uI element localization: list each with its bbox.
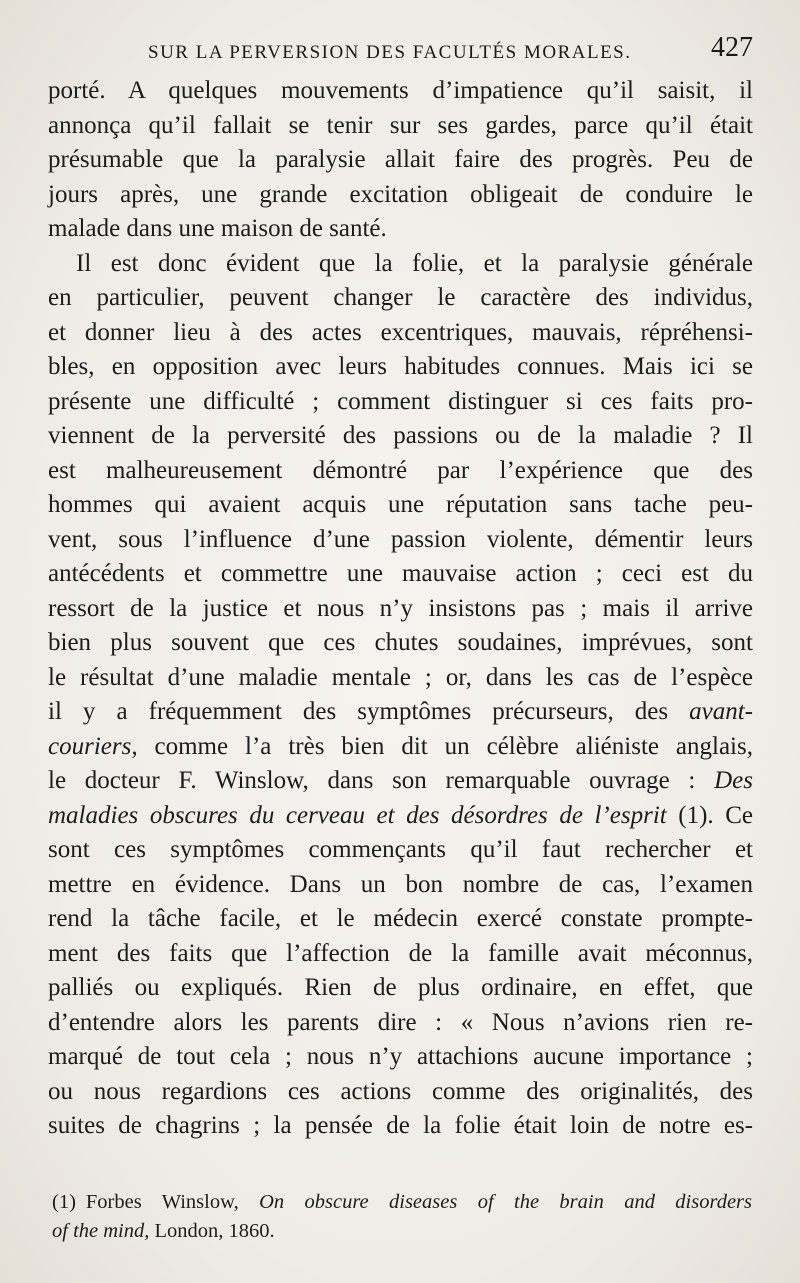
- page-header: [48, 30, 753, 78]
- footnote-title: of the mind,: [52, 1220, 150, 1242]
- body-text: [48, 74, 753, 1144]
- text-line: [48, 764, 753, 799]
- text-line: est malheureusement démontré par l’expérience que des: [48, 456, 753, 484]
- text-line: [48, 730, 753, 765]
- running-head: SUR LA PERVERSION DES FACULTÉS MORALES.: [148, 42, 632, 63]
- text-line: Il est donc évident que la folie, et la paralysie générale: [76, 249, 753, 277]
- page-number: 427: [711, 32, 753, 63]
- text-line: rend la tâche facile, et le médecin exercé constate prompte-: [48, 905, 753, 932]
- text-line: bien plus souvent que ces chutes soudaines, imprévues, sont: [48, 629, 753, 656]
- italic-text: avant-: [689, 698, 754, 725]
- footnote-marker: (1): [52, 1191, 76, 1213]
- text-line: viennent de la perversité des passions ou de la maladie ? Il: [48, 422, 753, 449]
- text-line: antécédents et commettre une mauvaise action ; ceci est du: [48, 560, 753, 587]
- text-line: [48, 695, 753, 730]
- text-line: vent, sous l’influence d’une passion violente, démentir leurs: [48, 525, 753, 553]
- text-line: porté. A quelques mouvements d’impatience qu’il saisit, il: [48, 77, 753, 104]
- text-line: [48, 799, 753, 834]
- text-line: ressort de la justice et nous n’y insistons pas ; mais il arrive: [48, 594, 753, 622]
- text-segment: il y a fréquemment des symptômes précurseurs, des: [48, 698, 669, 725]
- text-segment: comme l’a très bien dit un célèbre aliéniste anglais,: [137, 732, 753, 760]
- text-line: marqué de tout cela ; nous n’y attachions aucune importance ;: [48, 1043, 753, 1070]
- text-segment: le docteur F. Winslow, dans son remarquable ouvrage :: [48, 767, 696, 794]
- text-line: bles, en opposition avec leurs habitudes connues. Mais ici se: [48, 353, 753, 380]
- footnote-author: Forbes Winslow,: [85, 1191, 239, 1213]
- footnote-place-year: London, 1860.: [154, 1220, 275, 1242]
- text-line: en particulier, peuvent changer le caractère des individus,: [48, 284, 753, 311]
- text-line: hommes qui avaient acquis une réputation sans tache peu-: [48, 491, 753, 518]
- text-line: et donner lieu à des actes excentriques, mauvais, répréhensi-: [48, 318, 753, 346]
- italic-text: Des: [714, 767, 754, 794]
- text-line: palliés ou expliqués. Rien de plus ordinaire, en effet, que: [48, 974, 753, 1001]
- text-line: ment des faits que l’affection de la famille avait méconnus,: [48, 939, 753, 967]
- text-line: mettre en évidence. Dans un bon nombre de cas, l’examen: [48, 870, 753, 898]
- text-line: ou nous regardions ces actions comme des originalités, des: [48, 1077, 753, 1105]
- text-line: présumable que la paralysie allait faire des progrès. Peu de: [48, 146, 753, 173]
- text-line: suites de chagrins ; la pensée de la folie était loin de notre es-: [48, 1112, 753, 1139]
- footnote-line: [52, 1217, 752, 1246]
- text-line: annonça qu’il fallait se tenir sur ses gardes, parce qu’il était: [48, 111, 753, 139]
- text-segment: (1). Ce: [678, 801, 754, 829]
- footnote-title: On obscure diseases of the brain and disorders: [259, 1191, 752, 1213]
- text-line: malade dans une maison de santé.: [48, 215, 387, 242]
- text-line: présente une difficulté ; comment distinguer si ces faits pro-: [48, 387, 753, 415]
- footnote-line: [52, 1188, 752, 1217]
- text-line: jours après, une grande excitation obligeait de conduire le: [48, 180, 753, 208]
- text-line: d’entendre alors les parents dire : « Nous n’avions rien re-: [48, 1008, 753, 1036]
- italic-text: couriers,: [48, 732, 138, 760]
- text-line: le résultat d’une maladie mentale ; or, dans les cas de l’espèce: [48, 663, 753, 691]
- text-line: sont ces symptômes commençants qu’il faut rechercher et: [48, 836, 753, 863]
- footnote: [52, 1188, 752, 1246]
- italic-text: maladies obscures du cerveau et des désordres de l’esprit: [48, 801, 667, 829]
